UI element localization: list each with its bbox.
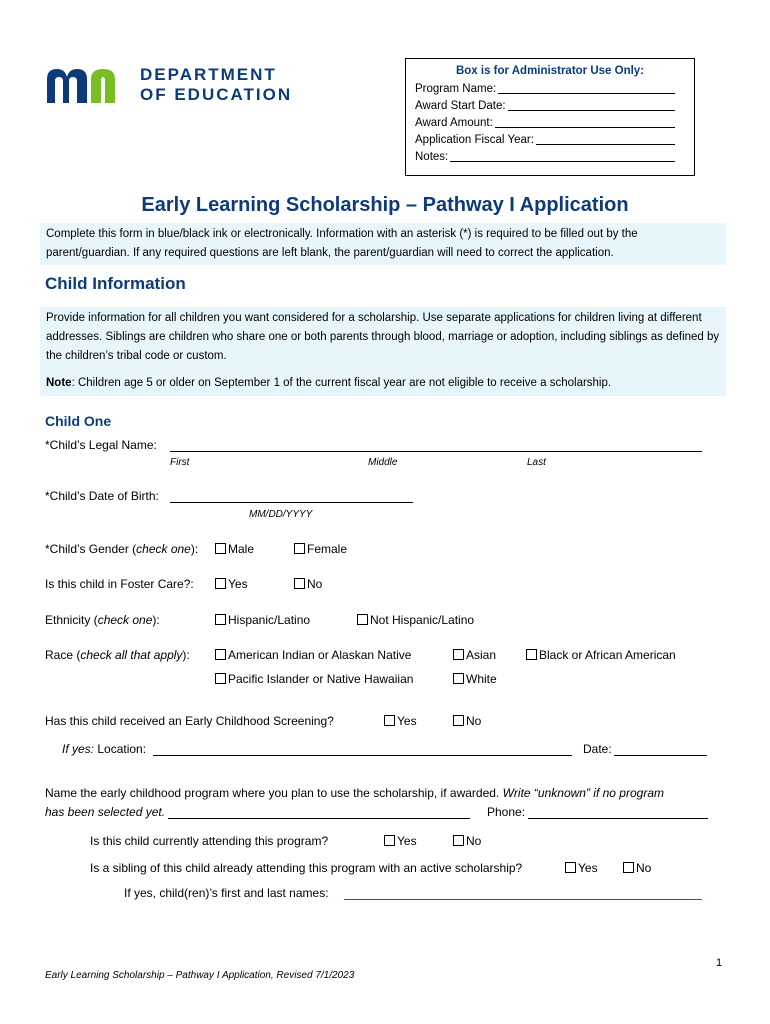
phone-field[interactable]	[528, 818, 708, 819]
screening-no-option[interactable]: No	[453, 714, 481, 728]
ethnicity-label: Ethnicity (check one):	[45, 613, 160, 627]
admin-box	[405, 58, 695, 176]
admin-award-start-label: Award Start Date:	[415, 100, 506, 112]
foster-no-checkbox[interactable]	[294, 578, 305, 589]
child-info-description: Provide information for all children you want considered for a scholarship. Use separate applications for children living at different addresses. Siblings are children who share one or both parents through blood, marriage or adoption, including siblings as defined by the children’s tribal code or custom.	[46, 312, 720, 362]
page-title: Early Learning Scholarship – Pathway I Application	[141, 194, 629, 216]
race-pacific-islander-option[interactable]: Pacific Islander or Native Hawaiian	[215, 672, 413, 686]
admin-notes-field[interactable]	[450, 149, 675, 162]
admin-box-heading: Box is for Administrator Use Only:	[455, 65, 645, 77]
child-one-heading: Child One	[45, 413, 112, 429]
attending-yes-checkbox[interactable]	[384, 835, 395, 846]
dept-line2: OF EDUCATION	[140, 85, 293, 104]
attending-yes-option[interactable]: Yes	[384, 834, 417, 848]
program-question: Name the early childhood program where you plan to use the scholarship, if awarded. Write “unknown” if no program	[45, 786, 664, 800]
race-american-indian-checkbox[interactable]	[215, 649, 226, 660]
name-middle-caption: Middle	[368, 457, 398, 468]
gender-female-option[interactable]: Female	[294, 542, 347, 556]
ethnicity-not-hispanic-checkbox[interactable]	[357, 614, 368, 625]
foster-no-option[interactable]: No	[294, 577, 322, 591]
attending-no-checkbox[interactable]	[453, 835, 464, 846]
screening-yes-checkbox[interactable]	[384, 715, 395, 726]
name-first-caption: First	[170, 457, 190, 468]
dob-field[interactable]	[170, 502, 413, 503]
phone-label: Phone:	[487, 805, 526, 819]
attending-question: Is this child currently attending this program?	[90, 834, 329, 848]
sibling-no-checkbox[interactable]	[623, 862, 634, 873]
race-white-checkbox[interactable]	[453, 673, 464, 684]
race-label: Race (check all that apply):	[45, 648, 190, 662]
screening-no-checkbox[interactable]	[453, 715, 464, 726]
race-american-indian-option[interactable]: American Indian or Alaskan Native	[215, 648, 411, 662]
location-label: If yes: Location:	[62, 742, 147, 756]
ethnicity-hispanic-checkbox[interactable]	[215, 614, 226, 625]
admin-notes-label: Notes:	[415, 151, 449, 163]
name-last-caption: Last	[527, 457, 546, 468]
ethnicity-not-hispanic-option[interactable]: Not Hispanic/Latino	[357, 613, 474, 627]
child-info-heading: Child Information	[45, 274, 186, 293]
race-pacific-islander-checkbox[interactable]	[215, 673, 226, 684]
admin-fiscal-year-label: Application Fiscal Year:	[415, 134, 534, 146]
gender-label: *Child’s Gender (check one):	[45, 542, 199, 556]
race-white-option[interactable]: White	[453, 672, 497, 686]
admin-award-amount-label: Award Amount:	[415, 117, 493, 129]
sibling-question: Is a sibling of this child already attending this program with an active scholarship?	[90, 861, 523, 875]
date-label: Date:	[583, 742, 612, 756]
note-text: : Children age 5 or older on September 1 of the current fiscal year are not eligible to receive a scholarship.	[71, 377, 612, 389]
footer-text: Early Learning Scholarship – Pathway I Application, Revised 7/1/2023	[45, 970, 355, 981]
race-asian-checkbox[interactable]	[453, 649, 464, 660]
race-asian-option[interactable]: Asian	[453, 648, 496, 662]
gender-male-option[interactable]: Male	[215, 542, 254, 556]
screening-question: Has this child received an Early Childhood Screening?	[45, 714, 334, 728]
location-field[interactable]	[153, 755, 572, 756]
legal-name-field[interactable]	[170, 451, 702, 452]
ethnicity-hispanic-option[interactable]: Hispanic/Latino	[215, 613, 310, 627]
foster-label: Is this child in Foster Care?:	[45, 577, 194, 591]
intro-text: Complete this form in blue/black ink or electronically. Information with an asterisk (*) is required to be filled out by the parent/guardian. If any required questions are left blank, the parent/guardian will need to correct the application.	[40, 223, 726, 265]
attending-no-option[interactable]: No	[453, 834, 481, 848]
admin-program-name-field[interactable]	[498, 81, 675, 94]
race-black-option[interactable]: Black or African American	[526, 648, 676, 662]
screening-yes-option[interactable]: Yes	[384, 714, 417, 728]
sibling-no-option[interactable]: No	[623, 861, 651, 875]
foster-yes-option[interactable]: Yes	[215, 577, 248, 591]
dob-label: *Child’s Date of Birth:	[45, 489, 159, 503]
sibling-yes-option[interactable]: Yes	[565, 861, 598, 875]
child-info-band	[40, 307, 726, 396]
note-label: Note	[46, 377, 72, 389]
sibling-yes-checkbox[interactable]	[565, 862, 576, 873]
admin-program-name-label: Program Name:	[415, 83, 497, 95]
page-number: 1	[716, 957, 723, 969]
admin-award-start-field[interactable]	[508, 98, 675, 111]
program-name-field[interactable]	[168, 818, 470, 819]
date-field[interactable]	[614, 755, 707, 756]
gender-male-checkbox[interactable]	[215, 543, 226, 554]
department-name	[140, 65, 292, 105]
child-info-note	[46, 374, 720, 393]
sibling-names-label: If yes, child(ren)’s first and last names:	[124, 886, 329, 900]
admin-fiscal-year-field[interactable]	[536, 132, 675, 145]
admin-award-amount-field[interactable]	[495, 115, 675, 128]
foster-yes-checkbox[interactable]	[215, 578, 226, 589]
sibling-names-field[interactable]	[344, 899, 702, 900]
mde-logo	[45, 65, 133, 108]
dept-line1: DEPARTMENT	[140, 65, 277, 84]
gender-female-checkbox[interactable]	[294, 543, 305, 554]
race-black-checkbox[interactable]	[526, 649, 537, 660]
dob-format-caption: MM/DD/YYYY	[249, 509, 313, 520]
legal-name-label: *Child’s Legal Name:	[45, 438, 157, 452]
program-question-cont: has been selected yet.	[45, 805, 166, 819]
